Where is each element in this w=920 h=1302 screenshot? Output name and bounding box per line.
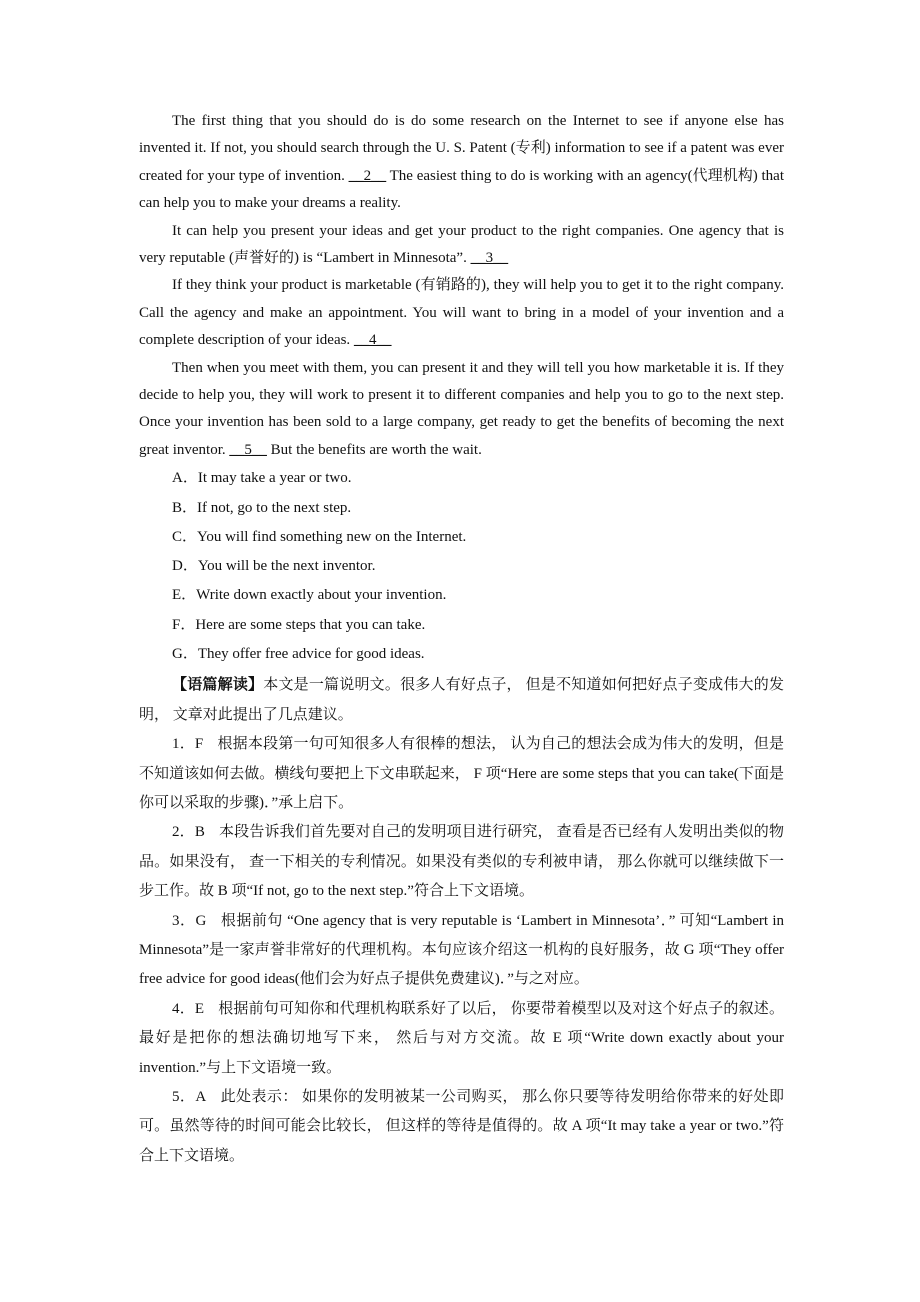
- option-a: A．It may take a year or two.: [172, 470, 352, 487]
- blank-3: __3__: [470, 250, 509, 267]
- answer-explanation: 根据本段第一句可知很多人有很棒的想法， 认为自己的想法会成为伟大的发明，但是不知道该如何去做。横线句要把上下文串联起来， F 项“Here are some steps that you can take(下面是你可以采取的步骤)．”承上启下。: [139, 736, 784, 811]
- analysis-section: [139, 671, 784, 1171]
- option-d: D．You will be the next inventor.: [172, 558, 376, 575]
- analysis-heading: 【语篇解读】: [172, 677, 264, 694]
- answer-explanation: 根据前句可知你和代理机构联系好了以后， 你要带着模型以及对这个好点子的叙述。最好是把你的想法确切地写下来， 然后与对方交流。故 E 项“Write down exactly about your invention.”与上下文语境一致。: [139, 1000, 784, 1076]
- analysis-summary-text: 本文是一篇说明文。很多人有好点子， 但是不知道如何把好点子变成伟大的发明， 文章对此提出了几点建议。: [139, 677, 784, 723]
- passage-paragraph-2: [139, 218, 784, 273]
- answer-label: 3．G: [172, 912, 207, 929]
- answer-explanation: 本段告诉我们首先要对自己的发明项目进行研究， 查看是否已经有人发明出类似的物品。如果没有， 查一下相关的专利情况。如果没有类似的专利被申请， 那么你就可以继续做下一步工作。故 B 项“If not, go to the next step.”符合上下文语境。: [139, 824, 784, 900]
- passage-text: The easiest thing to do is working with an agency(代理机构) that can help you to make your dreams a reality.: [139, 167, 785, 212]
- answer-label: 1．F: [172, 736, 204, 753]
- options-list: [139, 464, 784, 669]
- passage-paragraph-1: [139, 108, 784, 218]
- answer-item-3: [139, 907, 784, 995]
- blank-2: __2__: [348, 167, 387, 184]
- passage-text: But the benefits are worth the wait.: [270, 441, 482, 458]
- option-e: E．Write down exactly about your invention.: [172, 587, 447, 604]
- passage-text: Then when you meet with them, you can present it and they will tell you how marketable it is. If they decide to help you, they will work to present it to different companies and help you to go to the next step. Once your invention has been sold to a large company, get ready to get the benefits of becoming the next great inventor.: [139, 359, 784, 458]
- document-content: [139, 108, 784, 1171]
- option-b: B．If not, go to the next step.: [172, 499, 352, 516]
- option-g: G．They offer free advice for good ideas.: [172, 646, 425, 663]
- answer-explanation: 此处表示： 如果你的发明被某一公司购买， 那么你只要等待发明给你带来的好处即可。虽然等待的时间可能会比较长， 但这样的等待是值得的。故 A 项“It may take a year or two.”符合上下文语境。: [139, 1089, 784, 1164]
- passage-text: The first thing that you should do is do some research on the Internet to see if anyone else has invented it. If not, you should search through the U. S. Patent (专利) information to see if a patent was ever created for your type of invention.: [139, 113, 784, 184]
- blank-5: __5__: [229, 441, 267, 458]
- analysis-summary: [139, 671, 784, 730]
- option-f: F．Here are some steps that you can take.: [172, 616, 426, 633]
- passage-text: If they think your product is marketable (有销路的), they will help you to get it to the right company. Call the agency and make an appointment. You will want to bring in a model of your invention and a complete description of your ideas.: [139, 277, 784, 349]
- answer-item-1: [139, 730, 784, 818]
- passage-paragraph-4: [139, 355, 784, 465]
- passage-paragraph-3: [139, 272, 784, 354]
- answer-item-2: [139, 818, 784, 906]
- option-c: C．You will find something new on the Internet.: [172, 528, 467, 545]
- passage-text: It can help you present your ideas and get your product to the right companies. One agency that is very reputable (声誉好的) is “Lambert in Minnesota”.: [139, 222, 784, 267]
- answer-item-5: [139, 1083, 784, 1171]
- answer-label: 4．E: [172, 1000, 205, 1017]
- answer-item-4: [139, 995, 784, 1083]
- answer-explanation: 根据前句 “One agency that is very reputable is ‘Lambert in Minnesota’．” 可知“Lambert in Minnesota”是一家声誉非常好的代理机构。本句应该介绍这一机构的良好服务，故 G 项“They offer free advice for good ideas(他们会为好点子提供免费建议)．”与之对应。: [139, 912, 784, 988]
- blank-4: __4__: [353, 332, 392, 349]
- answer-label: 5．A: [172, 1089, 207, 1106]
- answer-label: 2．B: [172, 824, 205, 841]
